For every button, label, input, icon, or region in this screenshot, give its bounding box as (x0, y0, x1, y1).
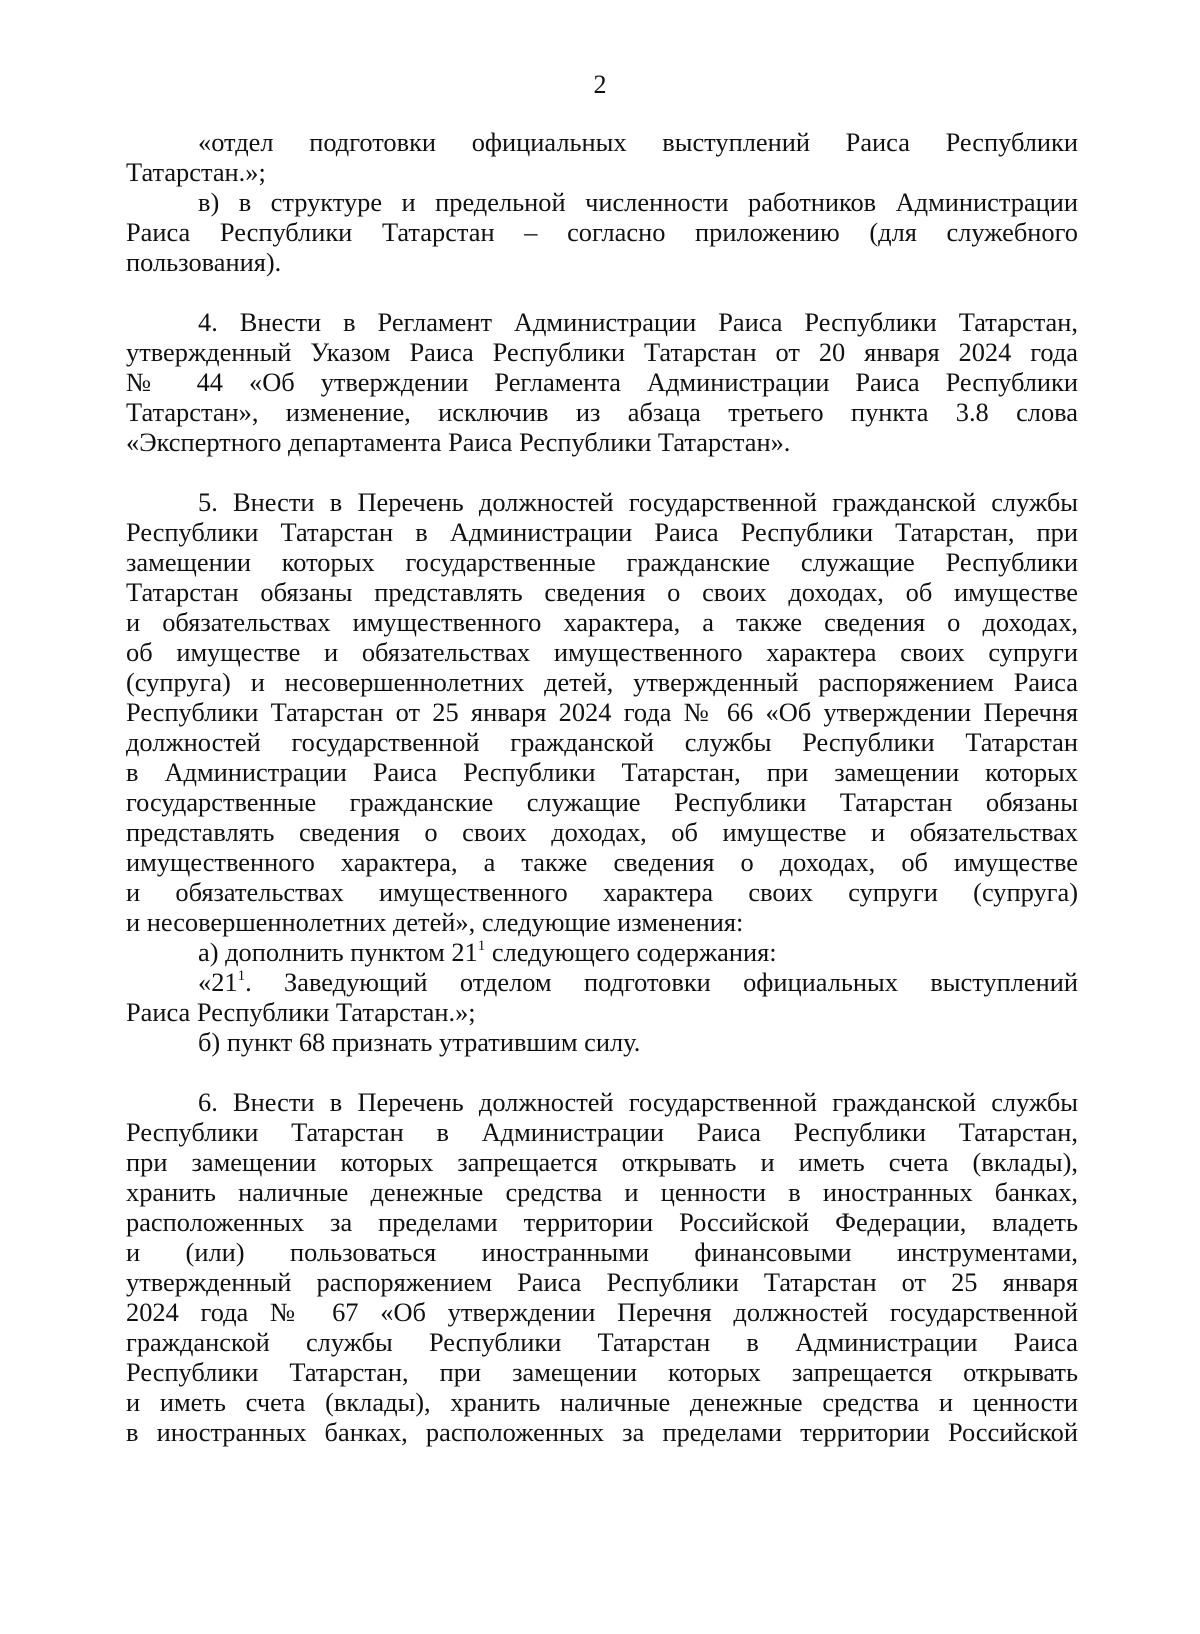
text-line: должностей государственной гражданской службы Республики Татарстан (126, 727, 1078, 757)
text-line: 5. Внести в Перечень должностей государственной гражданской службы (198, 487, 1078, 517)
text-line: и обязательствах имущественного характера, а также сведения о доходах, (126, 607, 1078, 637)
text-line: и иметь счета (вклады), хранить наличные денежные средства и ценности (126, 1387, 1078, 1417)
text-line: представлять сведения о своих доходах, об имуществе и обязательствах (126, 817, 1078, 847)
text-line: «отдел подготовки официальных выступлений Раиса Республики (198, 127, 1078, 157)
text-line: государственные гражданские служащие Республики Татарстан обязаны (126, 787, 1078, 817)
text-line: пользования). (126, 247, 282, 277)
text-line: 6. Внести в Перечень должностей государственной гражданской службы (198, 1087, 1078, 1117)
text-line: гражданской службы Республики Татарстан в Администрации Раиса (126, 1327, 1078, 1357)
text-line: № 44 «Об утверждении Регламента Администрации Раиса Республики (126, 367, 1078, 397)
text-line (198, 937, 1078, 967)
text-line: в) в структуре и предельной численности работников Администрации (198, 187, 1078, 217)
text-fragment: «21 (198, 967, 238, 997)
text-line: утвержденный распоряжением Раиса Республики Татарстан от 25 января (126, 1267, 1078, 1297)
text-line: об имуществе и обязательствах имущественного характера своих супруги (126, 637, 1078, 667)
page-number: 2 (593, 70, 607, 99)
text-line: 2024 года № 67 «Об утверждении Перечня должностей государственной (126, 1297, 1078, 1327)
text-line: (супруга) и несовершеннолетних детей, утвержденный распоряжением Раиса (126, 667, 1078, 697)
text-line: и несовершеннолетних детей», следующие изменения: (126, 907, 744, 937)
text-line: при замещении которых запрещается открывать и иметь счета (вклады), (126, 1147, 1078, 1177)
text-line: Раиса Республики Татарстан – согласно приложению (для служебного (126, 217, 1078, 247)
superscript: 1 (477, 938, 486, 954)
text-line: расположенных за пределами территории Российской Федерации, владеть (126, 1207, 1078, 1237)
text-line: Татарстан.»; (126, 157, 266, 187)
text-line: Раиса Республики Татарстан.»; (126, 997, 476, 1027)
text-line: «Экспертного департамента Раиса Республики Татарстан». (126, 427, 791, 457)
text-line: замещении которых государственные гражданские служащие Республики (126, 547, 1078, 577)
text-line: Республики Татарстан от 25 января 2024 года № 66 «Об утверждении Перечня (126, 697, 1078, 727)
superscript: 1 (237, 968, 246, 984)
text-line: Татарстан», изменение, исключив из абзаца третьего пункта 3.8 слова (126, 397, 1078, 427)
text-line: утвержденный Указом Раиса Республики Татарстан от 20 января 2024 года (126, 337, 1078, 367)
text-line: б) пункт 68 признать утратившим силу. (198, 1027, 641, 1057)
text-line: имущественного характера, а также сведения о доходах, об имуществе (126, 847, 1078, 877)
text-line: Республики Татарстан, при замещении которых запрещается открывать (126, 1357, 1078, 1387)
text-fragment: а) дополнить пунктом 21 (198, 937, 478, 967)
text-line: Республики Татарстан в Администрации Раиса Республики Татарстан, (126, 1117, 1078, 1147)
text-line: и обязательствах имущественного характера своих супруги (супруга) (126, 877, 1078, 907)
text-line: и (или) пользоваться иностранными финансовыми инструментами, (126, 1237, 1078, 1267)
text-line: 4. Внести в Регламент Администрации Раиса Республики Татарстан, (198, 307, 1078, 337)
text-fragment: . Заведующий отделом подготовки официальных выступлений (245, 967, 1078, 997)
text-fragment: следующего содержания: (485, 937, 777, 967)
text-line: в иностранных банках, расположенных за пределами территории Российской (126, 1417, 1078, 1447)
text-line: хранить наличные денежные средства и ценности в иностранных банках, (126, 1177, 1078, 1207)
text-line: Республики Татарстан в Администрации Раиса Республики Татарстан, при (126, 517, 1078, 547)
text-line (198, 967, 1078, 997)
text-line: в Администрации Раиса Республики Татарстан, при замещении которых (126, 757, 1078, 787)
text-line: Татарстан обязаны представлять сведения о своих доходах, об имуществе (126, 577, 1078, 607)
